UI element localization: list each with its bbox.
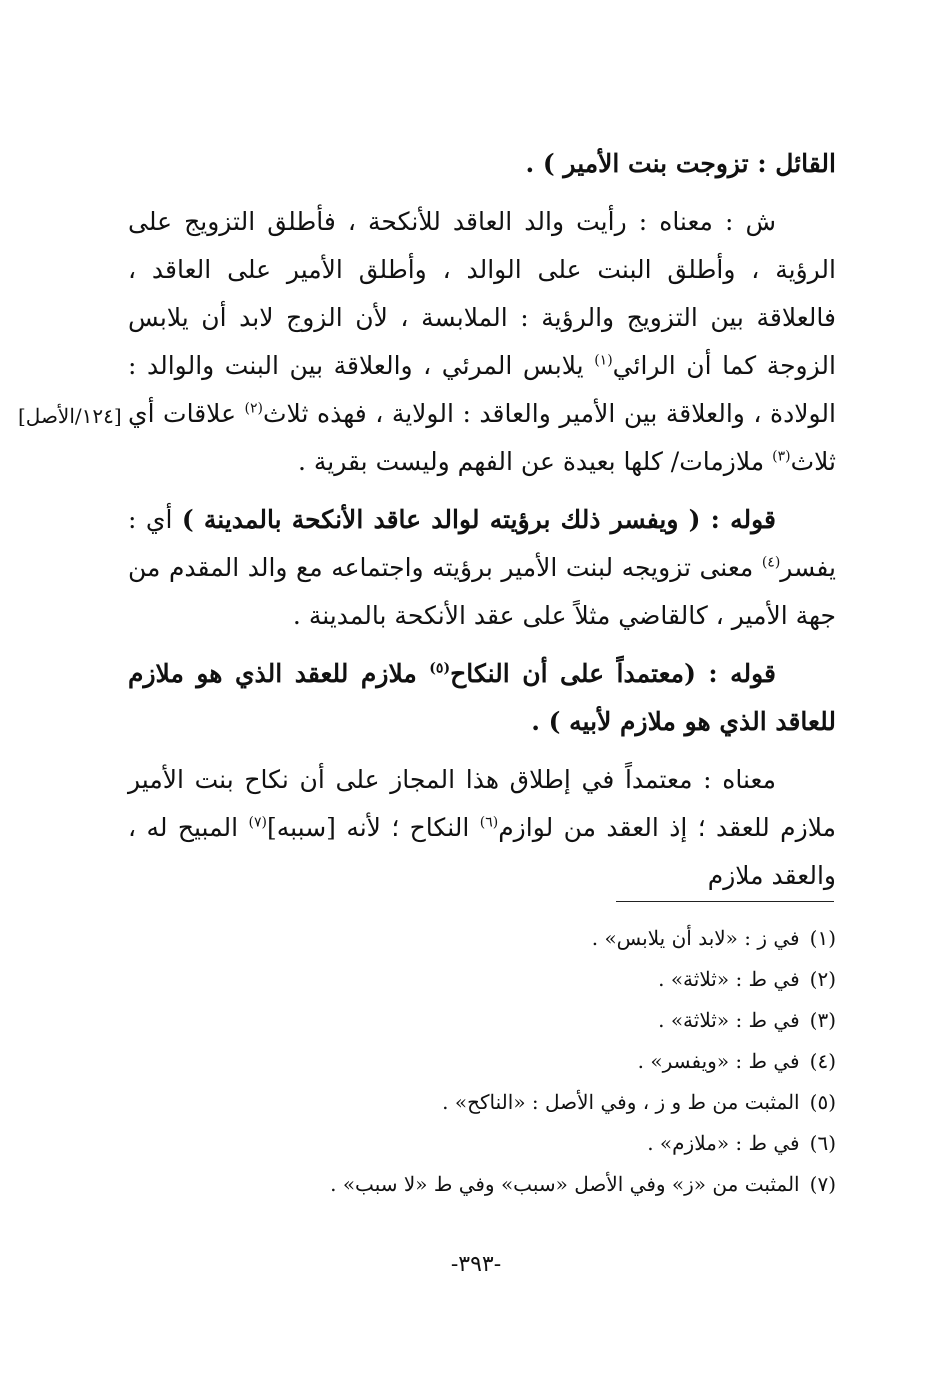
main-text xyxy=(128,140,836,910)
paragraph-5-text-b: النكاح ؛ لأنه [سببه] xyxy=(266,813,480,842)
paragraph-2-text-c: علاقات أي ثلاث xyxy=(128,399,836,476)
paragraph-3-lead: قوله : xyxy=(700,505,776,534)
margin-page-reference: [١٢٤/الأصل] xyxy=(18,404,122,428)
paragraph-5-text-c: المبيح له ، والعقد ملازم xyxy=(128,813,836,890)
footnote-number: (٤) xyxy=(809,1049,836,1073)
footnote-ref-5: (٥) xyxy=(429,660,451,677)
footnote-7 xyxy=(128,1164,836,1205)
paragraph-4-text-a: قوله : (معتمداً على أن النكاح xyxy=(450,659,777,688)
footnote-number: (٣) xyxy=(809,1008,836,1032)
footnote-text: في ز : «لابد أن يلابس» . xyxy=(591,926,800,950)
footnote-number: (١) xyxy=(809,926,836,950)
paragraph-2-text-b: يلابس المرئي ، والعلاقة بين البنت والوالد : الولادة ، والعلاقة بين الأمير والعاقد : الولاية ، فهذه ثلاث xyxy=(128,351,836,428)
paragraph-1: القائل : تزوجت بنت الأمير ) . xyxy=(525,149,836,178)
paragraph-3-quote: ( ويفسر ذلك برؤيته لوالد عاقد الأنكحة بالمدينة ) xyxy=(181,505,701,534)
footnote-text: في ط : «ويفسر» . xyxy=(637,1049,800,1073)
footnote-4 xyxy=(128,1041,836,1082)
page-number: -٣٩٣- xyxy=(450,1252,502,1277)
footnote-text: في ط : «ثلاثة» . xyxy=(658,1008,800,1032)
paragraph-3-text-b: معنى تزويجه لبنت الأمير برؤيته واجتماعه مع والد المقدم من جهة الأمير ، كالقاضي مثلاً على عقد الأنكحة بالمدينة . xyxy=(128,553,836,630)
paragraph-3-text-a: أي : يفسر xyxy=(128,505,836,582)
footnote-text: في ط : «ثلاثة» . xyxy=(658,967,800,991)
footnote-5 xyxy=(128,1082,836,1123)
paragraph-4-text-b: ملازم للعقد الذي هو ملازم للعاقد الذي هو ملازم لأبيه ) . xyxy=(128,659,836,736)
footnote-text: المثبت من «ز» وفي الأصل «سبب» وفي ط «لا سبب» . xyxy=(330,1172,800,1196)
footnote-ref-4: (٤) xyxy=(761,554,781,571)
footnote-ref-1: (١) xyxy=(594,352,613,369)
paragraph-2-text-a: ش : معناه : رأيت والد العاقد للأنكحة ، فأطلق التزويج على الرؤية ، وأطلق البنت على الوالد ، وأطلق الأمير على العاقد ، فالعلاقة بين التزويج والرؤية : الملابسة ، لأن الزوج لابد أن يلابس الزوجة كما أن الرائي xyxy=(128,207,836,380)
paragraph-5 xyxy=(128,756,836,900)
paragraph-4 xyxy=(128,650,836,746)
footnote-ref-7: (٧) xyxy=(248,814,267,831)
paragraph-5-text-a: معناه : معتمداً في إطلاق هذا المجاز على أن نكاح بنت الأمير ملازم للعقد ؛ إذ العقد من لوازم xyxy=(128,765,837,842)
footnote-separator xyxy=(616,901,834,902)
footnote-6 xyxy=(128,1123,836,1164)
footnote-ref-6: (٦) xyxy=(479,814,499,831)
footnote-number: (٧) xyxy=(809,1172,836,1196)
paragraph-2-text-d: ملازمات/ كلها بعيدة عن الفهم وليست بقرية . xyxy=(297,447,773,476)
footnote-text: المثبت من ط و ز ، وفي الأصل : «الناكح» . xyxy=(442,1090,800,1114)
footnote-ref-2: (٢) xyxy=(244,400,264,417)
paragraph-2 xyxy=(128,198,836,486)
footnote-text: في ط : «ملازم» . xyxy=(647,1131,800,1155)
paragraph-3 xyxy=(128,496,836,640)
footnote-number: (٦) xyxy=(809,1131,836,1155)
footnote-1 xyxy=(128,918,836,959)
footnote-3 xyxy=(128,1000,836,1041)
footnote-ref-3: (٣) xyxy=(772,448,791,465)
footnote-number: (٥) xyxy=(809,1090,836,1114)
footnotes xyxy=(128,918,836,1205)
footnote-number: (٢) xyxy=(809,967,836,991)
footnote-2 xyxy=(128,959,836,1000)
